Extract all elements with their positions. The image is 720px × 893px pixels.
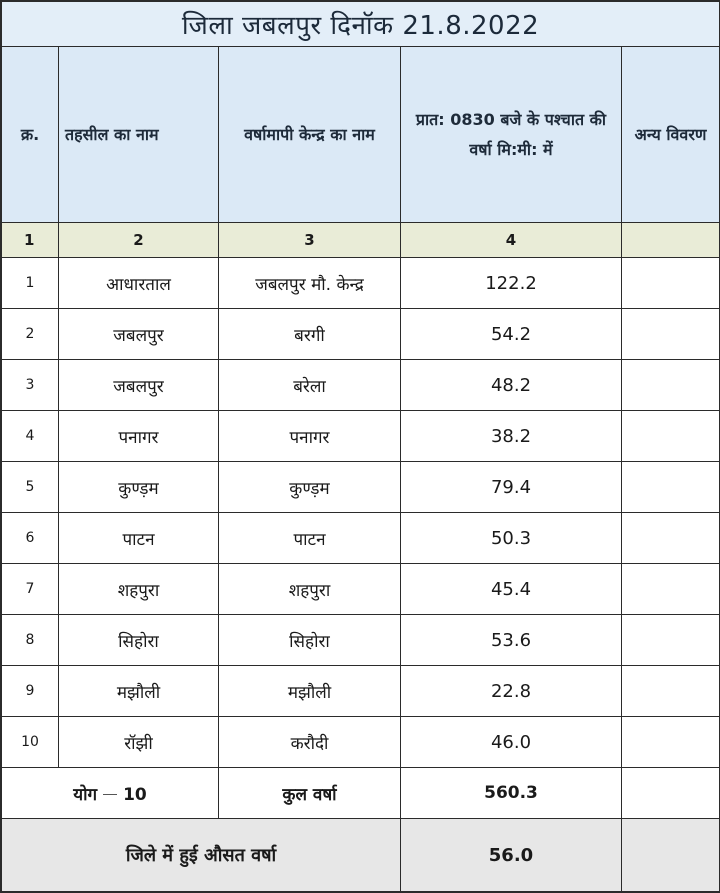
table-row bbox=[2, 411, 720, 462]
average-label: जिले में हुई औसत वर्षा bbox=[2, 819, 401, 892]
tehsil-cell: शहपुरा bbox=[59, 564, 219, 615]
total-label-cell bbox=[2, 768, 219, 819]
total-label: योग bbox=[73, 784, 98, 805]
tehsil-cell: जबलपुर bbox=[59, 360, 219, 411]
serial-cell: 3 bbox=[2, 360, 59, 411]
table-row bbox=[2, 666, 720, 717]
column-number: 1 bbox=[2, 223, 59, 258]
remarks-cell bbox=[622, 258, 720, 309]
station-cell: बरेला bbox=[219, 360, 401, 411]
table-row bbox=[2, 564, 720, 615]
total-rain-value: 560.3 bbox=[401, 768, 622, 819]
table-row bbox=[2, 717, 720, 768]
tehsil-cell: रॉझी bbox=[59, 717, 219, 768]
tehsil-cell: कुण्ड़म bbox=[59, 462, 219, 513]
tehsil-cell: मझौली bbox=[59, 666, 219, 717]
header-rainfall: प्रात: 0830 बजे के पश्चात की वर्षा मि:मी: में bbox=[401, 47, 622, 223]
average-row bbox=[2, 819, 720, 892]
serial-cell: 1 bbox=[2, 258, 59, 309]
remarks-cell bbox=[622, 666, 720, 717]
remarks-cell bbox=[622, 462, 720, 513]
serial-cell: 4 bbox=[2, 411, 59, 462]
table-row bbox=[2, 615, 720, 666]
station-cell: शहपुरा bbox=[219, 564, 401, 615]
header-serial: क्र. bbox=[2, 47, 59, 223]
serial-cell: 2 bbox=[2, 309, 59, 360]
header-station: वर्षामापी केन्द्र का नाम bbox=[219, 47, 401, 223]
serial-cell: 8 bbox=[2, 615, 59, 666]
station-cell: कुण्ड़म bbox=[219, 462, 401, 513]
rainfall-cell: 54.2 bbox=[401, 309, 622, 360]
serial-cell: 6 bbox=[2, 513, 59, 564]
serial-cell: 10 bbox=[2, 717, 59, 768]
station-cell: बरगी bbox=[219, 309, 401, 360]
table-row bbox=[2, 360, 720, 411]
tehsil-cell: पनागर bbox=[59, 411, 219, 462]
column-number-row bbox=[2, 223, 720, 258]
table-row bbox=[2, 258, 720, 309]
rainfall-cell: 48.2 bbox=[401, 360, 622, 411]
rainfall-cell: 50.3 bbox=[401, 513, 622, 564]
station-cell: सिहोरा bbox=[219, 615, 401, 666]
total-row bbox=[2, 768, 720, 819]
station-cell: पाटन bbox=[219, 513, 401, 564]
remarks-cell bbox=[622, 564, 720, 615]
station-cell: मझौली bbox=[219, 666, 401, 717]
header-row bbox=[2, 47, 720, 223]
station-cell: करौदी bbox=[219, 717, 401, 768]
average-value: 56.0 bbox=[401, 819, 622, 892]
dash-divider bbox=[103, 794, 117, 795]
column-number bbox=[622, 223, 720, 258]
header-tehsil: तहसील का नाम bbox=[59, 47, 219, 223]
serial-cell: 7 bbox=[2, 564, 59, 615]
remarks-cell bbox=[622, 513, 720, 564]
table-row bbox=[2, 513, 720, 564]
total-count: 10 bbox=[123, 784, 147, 805]
serial-cell: 5 bbox=[2, 462, 59, 513]
table-row bbox=[2, 309, 720, 360]
rainfall-cell: 79.4 bbox=[401, 462, 622, 513]
tehsil-cell: सिहोरा bbox=[59, 615, 219, 666]
rainfall-table bbox=[1, 1, 720, 892]
serial-cell: 9 bbox=[2, 666, 59, 717]
tehsil-cell: आधारताल bbox=[59, 258, 219, 309]
rainfall-cell: 38.2 bbox=[401, 411, 622, 462]
rainfall-cell: 53.6 bbox=[401, 615, 622, 666]
total-rain-label: कुल वर्षा bbox=[219, 768, 401, 819]
station-cell: पनागर bbox=[219, 411, 401, 462]
remarks-cell bbox=[622, 411, 720, 462]
tehsil-cell: पाटन bbox=[59, 513, 219, 564]
station-cell: जबलपुर मौ. केन्द्र bbox=[219, 258, 401, 309]
column-number: 3 bbox=[219, 223, 401, 258]
column-number: 2 bbox=[59, 223, 219, 258]
rainfall-cell: 45.4 bbox=[401, 564, 622, 615]
report-title: जिला जबलपुर दिनॉक 21.8.2022 bbox=[2, 2, 720, 47]
total-remarks-cell bbox=[622, 768, 720, 819]
rainfall-cell: 122.2 bbox=[401, 258, 622, 309]
remarks-cell bbox=[622, 615, 720, 666]
rainfall-cell: 22.8 bbox=[401, 666, 622, 717]
header-remarks: अन्य विवरण bbox=[622, 47, 720, 223]
column-number: 4 bbox=[401, 223, 622, 258]
remarks-cell bbox=[622, 360, 720, 411]
remarks-cell bbox=[622, 309, 720, 360]
remarks-cell bbox=[622, 717, 720, 768]
average-remarks-cell bbox=[622, 819, 720, 892]
tehsil-cell: जबलपुर bbox=[59, 309, 219, 360]
table-row bbox=[2, 462, 720, 513]
title-row bbox=[2, 2, 720, 47]
rainfall-cell: 46.0 bbox=[401, 717, 622, 768]
